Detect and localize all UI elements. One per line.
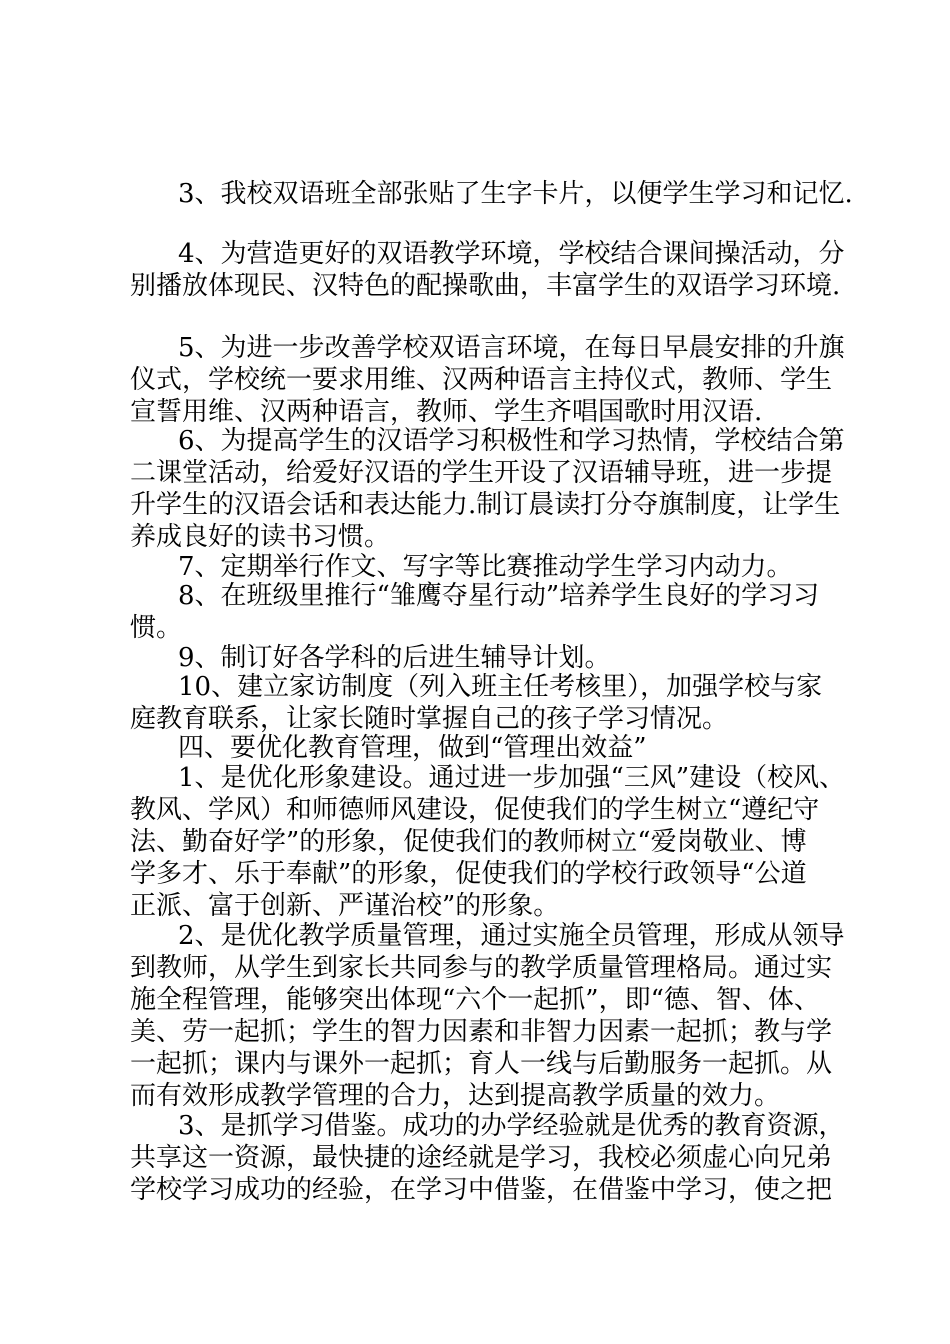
text-line: 升学生的汉语会话和表达能力.制订晨读打分夺旗制度，让学生 <box>130 490 841 520</box>
text-line: 到教师，从学生到家长共同参与的教学质量管理格局。通过实 <box>130 953 833 983</box>
text-line: 共享这一资源，最快捷的途经就是学习，我校必须虚心向兄弟 <box>130 1143 833 1173</box>
text-line: 3、是抓学习借鉴。成功的办学经验就是优秀的教育资源， <box>178 1111 845 1141</box>
text-line: 1、是优化形象建设。通过进一步加强“三风”建设（校风、 <box>178 763 846 793</box>
text-line: 正派、富于创新、严谨治校”的形象。 <box>130 891 560 921</box>
text-line: 教风、学风）和师德师风建设，促使我们的学生树立“遵纪守 <box>130 795 820 825</box>
text-line: 二课堂活动，给爱好汉语的学生开设了汉语辅导班，进一步提 <box>130 458 833 488</box>
text-line: 仪式，学校统一要求用维、汉两种语言主持仪式，教师、学生 <box>130 365 833 395</box>
text-line: 法、勤奋好学”的形象，促使我们的教师树立“爱岗敬业、博 <box>130 827 807 857</box>
text-line: 7、定期举行作文、写字等比赛推动学生学习内动力。 <box>178 552 793 582</box>
text-line: 2、是优化教学质量管理，通过实施全员管理，形成从领导 <box>178 921 845 951</box>
text-line: 学多才、乐于奉献”的形象，促使我们的学校行政领导“公道 <box>130 859 807 889</box>
text-line: 3、我校双语班全部张贴了生字卡片，以便学生学习和记忆. <box>178 179 853 209</box>
text-line: 6、为提高学生的汉语学习积极性和学习热情，学校结合第 <box>178 426 845 456</box>
text-line: 施全程管理，能够突出体现“六个一起抓”，即“德、智、体、 <box>130 985 820 1015</box>
text-line: 养成良好的读书习惯。 <box>130 522 391 552</box>
text-line: 一起抓；课内与课外一起抓；育人一线与后勤服务一起抓。从 <box>130 1049 833 1079</box>
text-line: 庭教育联系，让家长随时掌握自己的孩子学习情况。 <box>130 704 729 734</box>
text-line: 9、制订好各学科的后进生辅导计划。 <box>178 643 611 673</box>
text-line: 美、劳一起抓；学生的智力因素和非智力因素一起抓；教与学 <box>130 1017 833 1047</box>
text-line: 学校学习成功的经验，在学习中借鉴，在借鉴中学习，使之把 <box>130 1175 833 1205</box>
text-line: 而有效形成教学管理的合力，达到提高教学质量的效力。 <box>130 1081 781 1111</box>
text-line: 惯。 <box>130 613 183 643</box>
section-heading: 四、要优化教育管理，做到“管理出效益” <box>178 733 647 763</box>
text-line: 别播放体现民、汉特色的配操歌曲，丰富学生的双语学习环境. <box>130 271 841 301</box>
text-line: 8、在班级里推行“雏鹰夺星行动”培养学生良好的学习习 <box>178 581 820 611</box>
text-line: 10、建立家访制度（列入班主任考核里），加强学校与家 <box>178 672 823 702</box>
text-line: 5、为进一步改善学校双语言环境，在每日早晨安排的升旗 <box>178 333 845 363</box>
text-line: 4、为营造更好的双语教学环境，学校结合课间操活动，分 <box>178 239 845 269</box>
text-line: 宣誓用维、汉两种语言，教师、学生齐唱国歌时用汉语. <box>130 397 763 427</box>
